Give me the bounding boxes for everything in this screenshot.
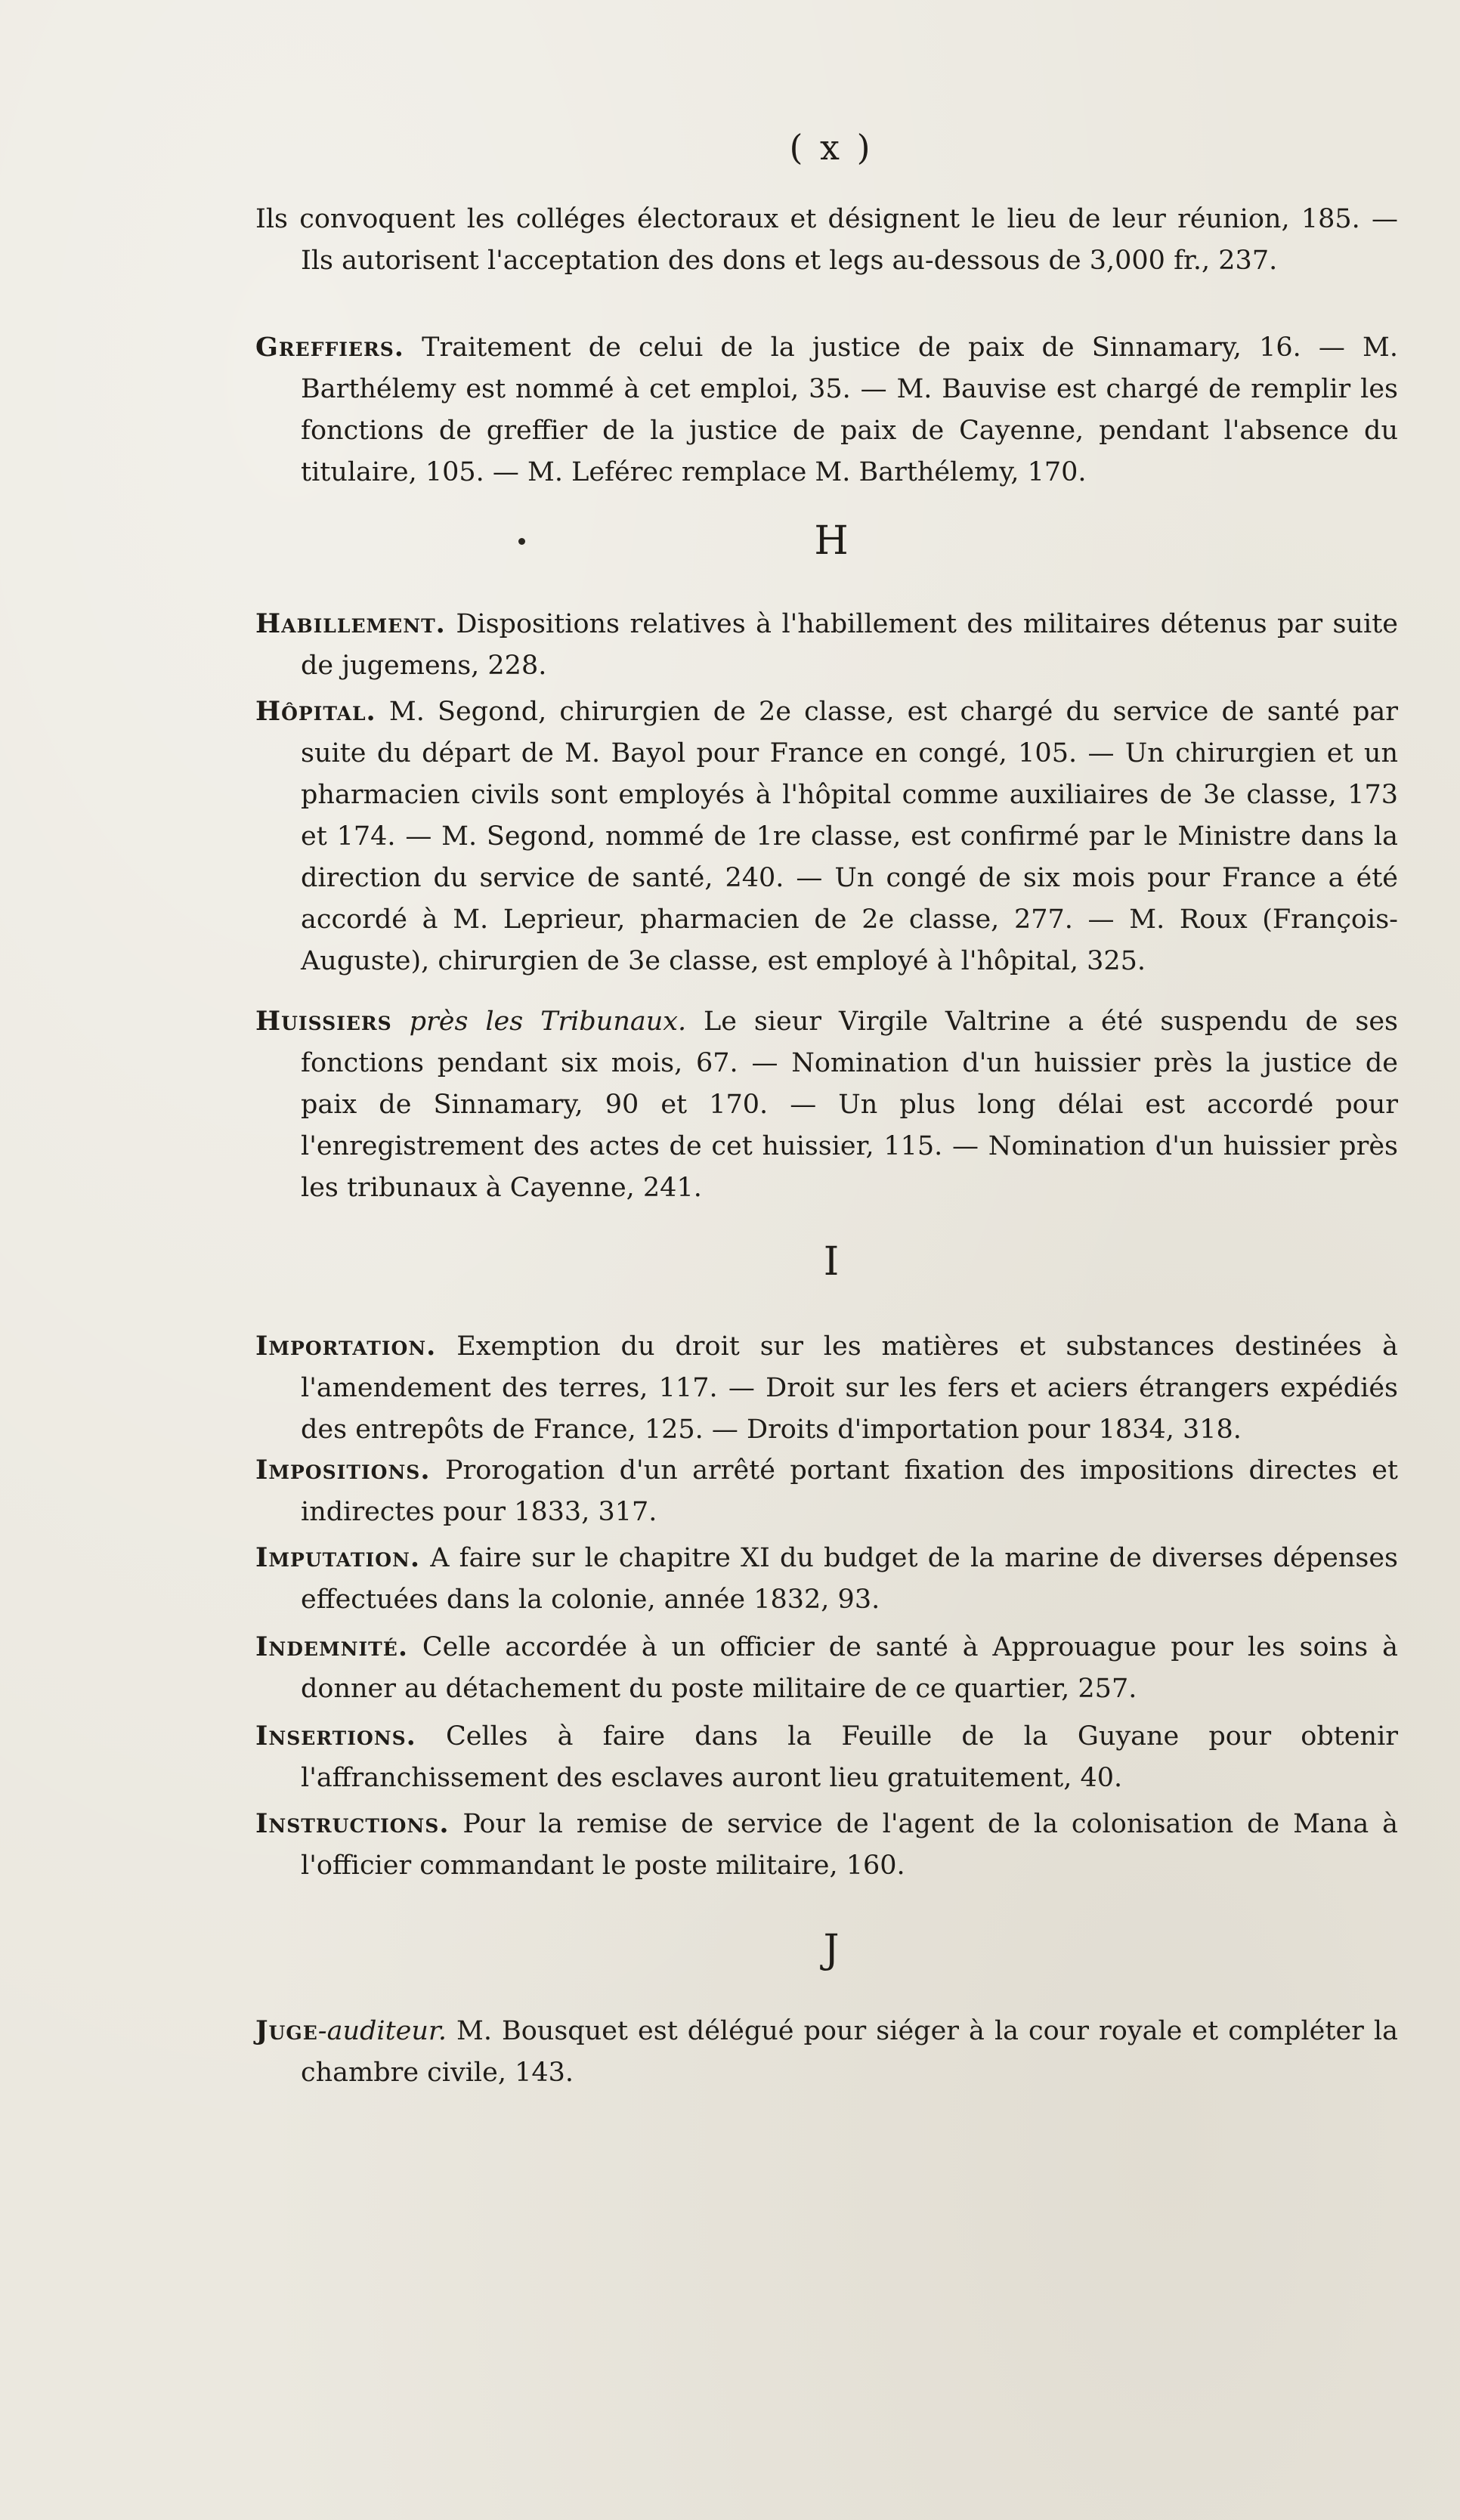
entry-head: Hôpital.: [255, 696, 376, 727]
entry-body: M. Segond, chirurgien de 2e classe, est chargé du service de santé par suite du départ de M. Bayol pour France en congé, 105. — Un chirurgien et un pharmacien civils sont employés à l'hôpital comme auxiliaires de 3e classe, 173 et 174. — M. Segond, nommé de 1re classe, est confirmé par le Ministre dans la direction du service de santé, 240. — Un congé de six mois pour France a été accordé à M. Leprieur, pharmacien de 2e classe, 277. — M. Roux (François-Auguste), chirurgien de 3e classe, est employé à l'hôpital, 325.: [301, 697, 1398, 976]
section-letter: H: [814, 518, 849, 564]
entry-body: Exemption du droit sur les matières et substances destinées à l'amendement des terres, 117. — Droit sur les fers et aciers étrangers expédiés des entrepôts de France, 125. — Droits d'importation pour 1834, 318.: [301, 1331, 1398, 1445]
index-entry: [255, 198, 1398, 282]
entry-body: Traitement de celui de la justice de paix de Sinnamary, 16. — M. Barthélemy est nommé à cet emploi, 35. — M. Bauvise est chargé de remplir les fonctions de greffier de la justice de paix de Cayenne, pendant l'absence du titulaire, 105. — M. Leférec remplace M. Barthélemy, 170.: [301, 332, 1398, 487]
entry-head: Impositions.: [255, 1455, 431, 1486]
index-entry: [255, 691, 1398, 982]
index-entry: [255, 1325, 1398, 1451]
entry-head: Imputation.: [255, 1542, 421, 1573]
entry-body: Pour la remise de service de l'agent de la colonisation de Mana à l'officier commandant le poste militaire, 160.: [301, 1809, 1398, 1881]
entry-body: Prorogation d'un arrêté portant fixation des impositions directes et indirectes pour 1833, 317.: [301, 1455, 1398, 1527]
index-entry: [255, 1537, 1398, 1621]
entry-head: Juge: [255, 2015, 318, 2046]
entry-head: Indemnité.: [255, 1631, 409, 1662]
index-entry: [255, 1000, 1398, 1209]
entry-head: Instructions.: [255, 1808, 450, 1839]
entry-head: Huissiers: [255, 1006, 392, 1037]
entry-body: M. Bousquet est délégué pour siéger à la cour royale et compléter la chambre civile, 143.: [301, 2016, 1398, 2088]
entry-body: Dispositions relatives à l'habillement des militaires détenus par suite de jugemens, 228.: [301, 609, 1398, 681]
index-entry: [255, 2010, 1398, 2094]
index-entry: [255, 326, 1398, 493]
entry-body: A faire sur le chapitre XI du budget de la marine de diverses dépenses effectuées dans la colonie, année 1832, 93.: [301, 1543, 1398, 1615]
index-entry: [255, 1626, 1398, 1710]
entry-head-italic: près les Tribunaux.: [391, 1006, 687, 1037]
entry-body: Celles à faire dans la Feuille de la Guyane pour obtenir l'affranchissement des esclaves auront lieu gratuitement, 40.: [301, 1721, 1398, 1793]
index-entry: [255, 1803, 1398, 1887]
entry-body: Celle accordée à un officier de santé à Approuague pour les soins à donner au détachement du poste militaire de ce quartier, 257.: [301, 1632, 1398, 1704]
entry-head: Insertions.: [255, 1721, 416, 1752]
index-entry: [255, 1449, 1398, 1533]
entry-body: Ils convoquent les colléges électoraux et désignent le lieu de leur réunion, 185. — Ils autorisent l'acceptation des dons et legs au-dessous de 3,000 fr., 237.: [255, 204, 1398, 276]
entry-head: Importation.: [255, 1331, 437, 1362]
entry-head-italic: -auditeur.: [317, 2016, 447, 2046]
entry-head: Habillement.: [255, 608, 446, 639]
section-letter: J: [823, 1927, 840, 1972]
index-entry: [255, 603, 1398, 687]
entry-head: Greffiers.: [255, 332, 404, 363]
section-letter: I: [823, 1239, 840, 1285]
index-entry: [255, 1715, 1398, 1799]
entry-body: Le sieur Virgile Valtrine a été suspendu de ses fonctions pendant six mois, 67. — Nomination d'un huissier près la justice de paix de Sinnamary, 90 et 170. — Un plus long délai est accordé pour l'enregistrement des actes de cet huissier, 115. — Nomination d'un huissier près les tribunaux à Cayenne, 241.: [301, 1006, 1398, 1203]
page-number: ( x ): [789, 127, 874, 168]
